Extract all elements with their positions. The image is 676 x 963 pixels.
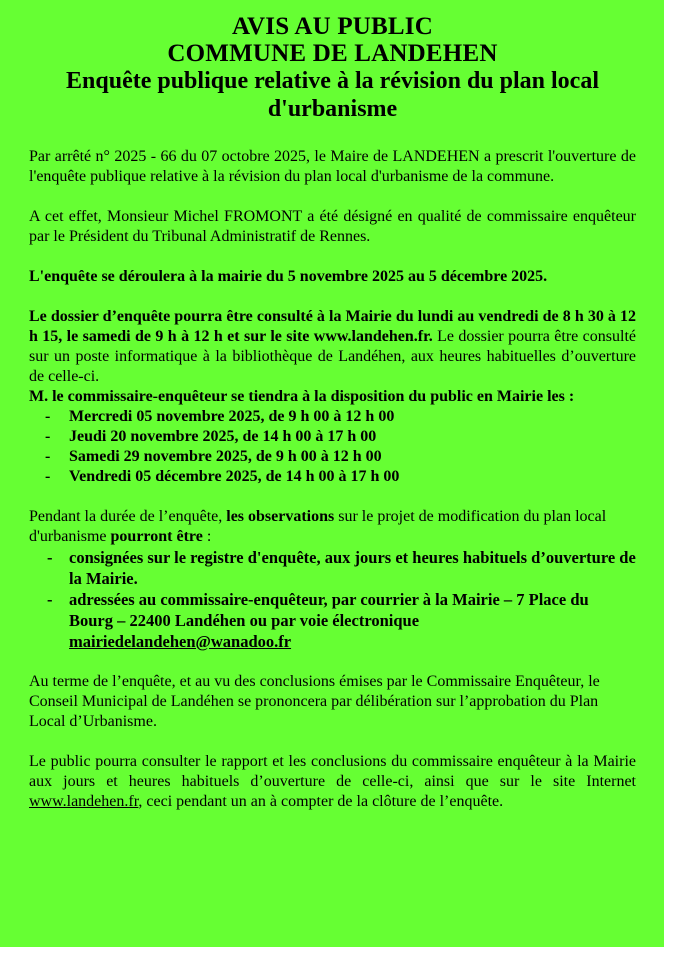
list-item [29, 467, 636, 487]
observations-text-1: Pendant la durée de l’enquête, [29, 508, 227, 525]
list-item [29, 547, 636, 589]
rapport-text: Le public pourra consulter le rapport et les conclusions du commissaire enquêteur à la Mairie aux jours et heures habituels d’ouverture de celle-ci, ainsi que sur le site Internet [29, 753, 636, 790]
list-item [29, 589, 636, 652]
website-link[interactable]: www.landehen.fr [29, 793, 139, 810]
subject-line-1: Enquête publique relative à la révision du plan local [66, 68, 599, 94]
dash-bullet: - [45, 448, 51, 465]
observations-bold-2: pourront être [110, 528, 203, 545]
notice-title [29, 13, 636, 123]
title-line-avis: AVIS AU PUBLIC [231, 13, 433, 40]
paragraph-commissaire: A cet effet, Monsieur Michel FROMONT a été désigné en qualité de commissaire enquêteur par le Président du Tribunal Administratif de Rennes. [29, 208, 636, 245]
list-item [29, 427, 636, 447]
title-line-subject [29, 67, 636, 123]
dossier-bold-text: Le dossier d’enquête pourra être consulté à la Mairie du lundi au vendredi de 8 h 30 à 12 h 15, le samedi de 9 h à 12 h et sur le site www.landehen.fr. [29, 308, 636, 345]
permanence-date: Mercredi 05 novembre 2025, de 9 h 00 à 12 h 00 [69, 408, 395, 425]
permanence-date: Samedi 29 novembre 2025, de 9 h 00 à 12 h 00 [69, 448, 382, 465]
dash-bullet: - [45, 408, 51, 425]
dash-bullet: - [45, 468, 51, 485]
paragraph-arrete: Par arrêté n° 2025 - 66 du 07 octobre 2025, le Maire de LANDEHEN a prescrit l'ouverture de l'enquête publique relative à la révision du plan local d'urbanisme de la commune. [29, 148, 636, 185]
observations-list [29, 547, 636, 652]
paragraph-dates: L'enquête se déroulera à la mairie du 5 novembre 2025 au 5 décembre 2025. [29, 268, 548, 285]
permanences-list [29, 407, 636, 487]
paragraph-dossier [29, 307, 636, 387]
observations-bold-1: les observations [226, 508, 335, 525]
paragraph-observations [29, 507, 636, 547]
observation-registre: consignées sur le registre d'enquête, aux jours et heures habituels d’ouverture de la Mairie. [69, 548, 636, 588]
dash-bullet: - [47, 590, 53, 609]
observation-courrier: adressées au commissaire-enquêteur, par courrier à la Mairie – 7 Place du Bourg – 22400 Landéhen ou par voie électronique [69, 590, 589, 630]
list-item [29, 407, 636, 427]
dossier-normal-text: Le dossier pourra être consulté sur un poste informatique à la bibliothèque de Landéhen, aux heures habituelles d’ouverture de celle-ci. [29, 328, 636, 385]
rapport-tail: , ceci pendant un an à compter de la clôture de l’enquête. [138, 793, 504, 810]
list-item [29, 447, 636, 467]
dash-bullet: - [47, 548, 53, 567]
notice-body [29, 147, 636, 812]
permanence-date: Vendredi 05 décembre 2025, de 14 h 00 à 17 h 00 [69, 468, 400, 485]
permanences-intro: M. le commissaire-enquêteur se tiendra à la disposition du public en Mairie les : [29, 388, 575, 405]
paragraph-conclusions: Au terme de l’enquête, et au vu des conclusions émises par le Commissaire Enquêteur, le Conseil Municipal de Landéhen se prononcera par délibération sur l’approbation du Plan Local d’Urbanisme. [29, 673, 600, 730]
title-line-commune: COMMUNE DE LANDEHEN [167, 40, 498, 67]
email-link[interactable]: mairiedelandehen@wanadoo.fr [69, 632, 292, 651]
paragraph-rapport [29, 752, 636, 812]
observations-text-3: : [202, 528, 212, 545]
permanence-date: Jeudi 20 novembre 2025, de 14 h 00 à 17 h 00 [69, 428, 377, 445]
subject-line-2: d'urbanisme [267, 96, 398, 122]
observations-text-2: sur le projet de modification du plan local d'urbanisme [29, 508, 607, 545]
dash-bullet: - [45, 428, 51, 445]
